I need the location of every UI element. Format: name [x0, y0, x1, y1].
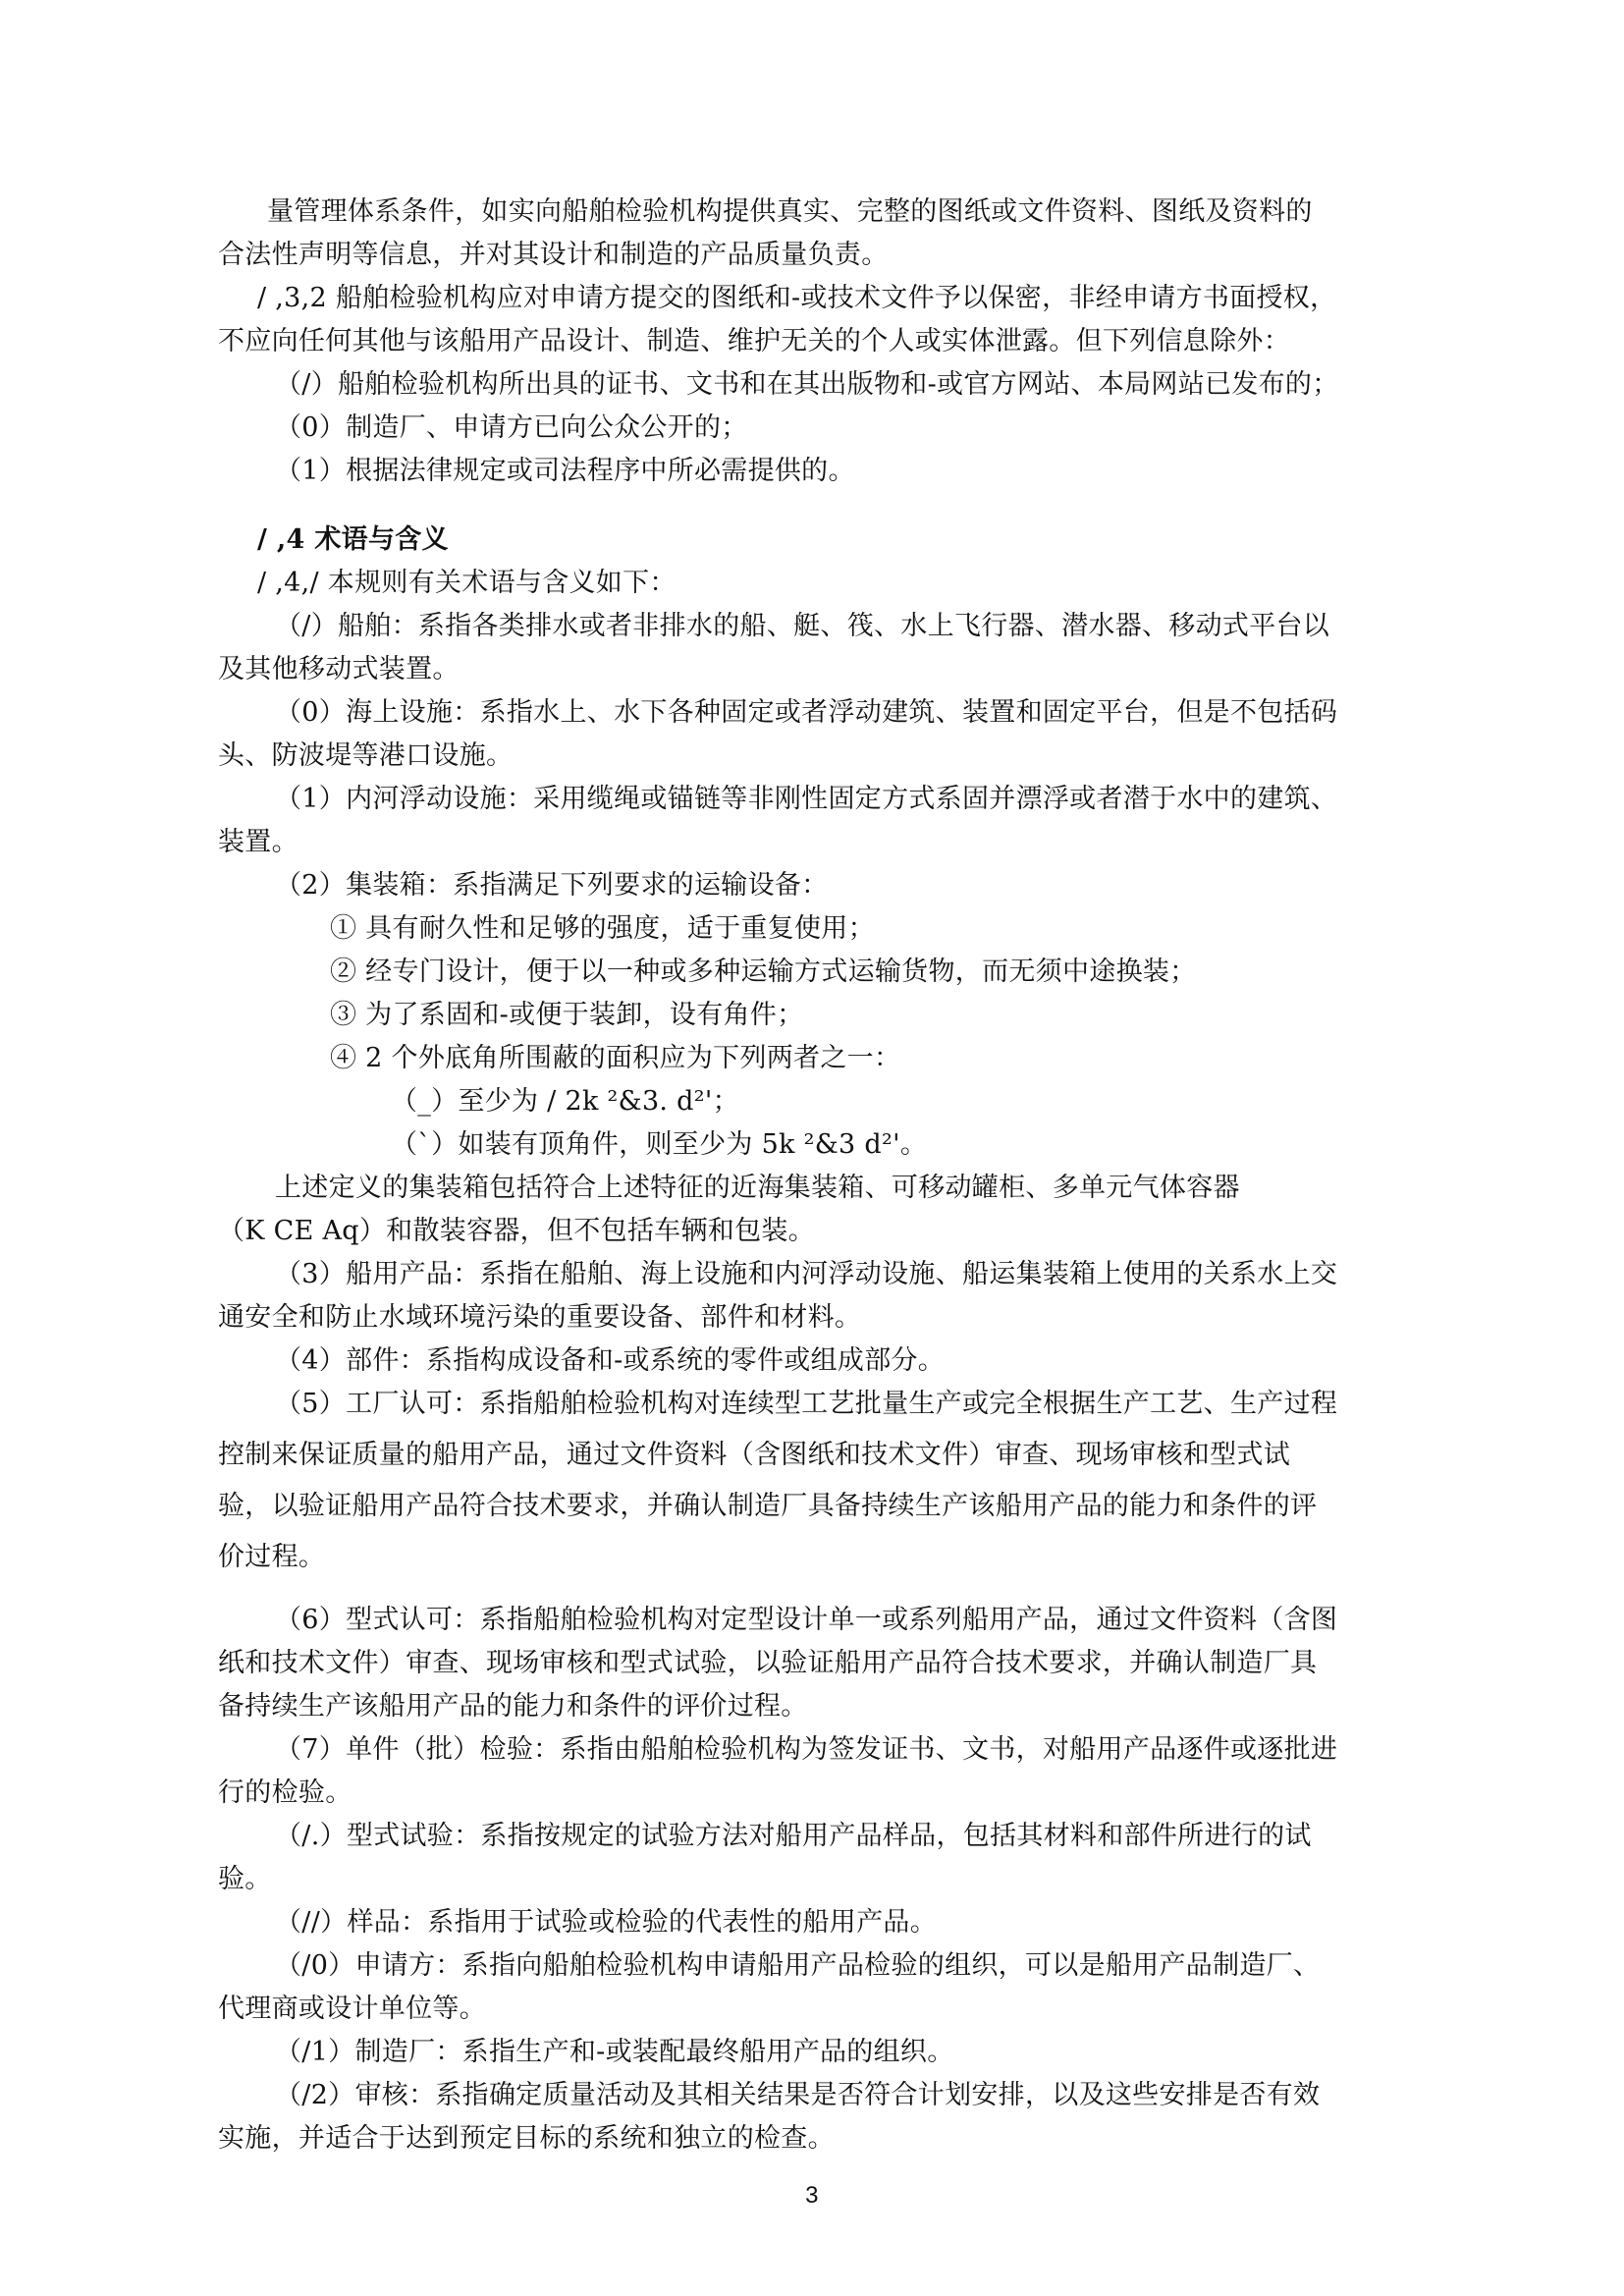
text-line: （0）制造厂、申请方已向公众公开的； — [275, 412, 748, 443]
text-line: （/0）申请方：系指向船舶检验机构申请船用产品检验的组织，可以是船用产品制造厂、 — [275, 1950, 1321, 1981]
text-line: （0）海上设施：系指水上、水下各种固定或者浮动建筑、装置和固定平台，但是不包括码 — [275, 697, 1338, 728]
text-line: 验。 — [218, 1864, 272, 1894]
text-line: （4）部件：系指构成设备和-或系统的零件或组成部分。 — [275, 1345, 946, 1376]
text-line: （/）船舶检验机构所出具的证书、文书和在其出版物和-或官方网站、本局网站已发布的； — [275, 369, 1339, 400]
text-line: / ,4,/ 本规则有关术语与含义如下： — [257, 568, 677, 598]
text-line: 装置。 — [218, 827, 298, 857]
text-line: / ,3,2 船舶检验机构应对申请方提交的图纸和-或技术文件予以保密，非经申请方书面授权， — [257, 283, 1337, 313]
text-line: 合法性声明等信息，并对其设计和制造的产品质量负责。 — [218, 240, 889, 270]
text-line: （/）船舶：系指各类排水或者非排水的船、艇、筏、水上飞行器、潜水器、移动式平台以 — [275, 611, 1330, 641]
text-line: 备持续生产该船用产品的能力和条件的评价过程。 — [218, 1691, 808, 1722]
text-line: 价过程。 — [218, 1542, 326, 1572]
text-line: （1）内河浮动设施：采用缆绳或锚链等非刚性固定方式系固并漂浮或者潜于水中的建筑、 — [275, 784, 1338, 814]
text-line: 控制来保证质量的船用产品，通过文件资料（含图纸和技术文件）审查、现场审核和型式试 — [218, 1440, 1290, 1470]
text-line: 实施，并适合于达到预定目标的系统和独立的检查。 — [218, 2123, 835, 2154]
text-line: 不应向任何其他与该船用产品设计、制造、维护无关的个人或实体泄露。但下列信息除外： — [218, 326, 1290, 356]
list-item: （`）如装有顶角件，则至少为 5k ²&3 d²'。 — [391, 1129, 928, 1160]
text-line: （K CE Aq）和散装容器，但不包括车辆和包装。 — [218, 1216, 815, 1246]
page-number: 3 — [805, 2182, 819, 2209]
text-line: 头、防波堤等港口设施。 — [218, 740, 514, 771]
list-item: ④ 2 个外底角所围蔽的面积应为下列两者之一： — [330, 1043, 901, 1073]
text-line: （7）单件（批）检验：系指由船舶检验机构为签发证书、文书，对船用产品逐件或逐批进 — [275, 1734, 1338, 1765]
list-item: （_）至少为 / 2k ²&3. d²'； — [391, 1086, 739, 1117]
text-line: （/.）型式试验：系指按规定的试验方法对船用产品样品，包括其材料和部件所进行的试 — [275, 1821, 1312, 1851]
text-line: （/2）审核：系指确定质量活动及其相关结果是否符合计划安排，以及这些安排是否有效 — [275, 2080, 1321, 2110]
text-line: （/1）制造厂：系指生产和-或装配最终船用产品的组织。 — [275, 2037, 954, 2067]
text-line: （2）集装箱：系指满足下列要求的运输设备： — [275, 870, 829, 901]
section-heading: / ,4 术语与含义 — [257, 524, 449, 555]
text-line: （3）船用产品：系指在船舶、海上设施和内河浮动设施、船运集装箱上使用的关系水上交 — [275, 1259, 1338, 1289]
text-line: 及其他移动式装置。 — [218, 654, 460, 684]
text-line: 代理商或设计单位等。 — [218, 1994, 486, 2024]
list-item: ① 具有耐久性和足够的强度，适于重复使用； — [330, 913, 875, 944]
text-line: 上述定义的集装箱包括符合上述特征的近海集装箱、可移动罐柜、多单元气体容器 — [275, 1173, 1240, 1203]
text-line: （6）型式认可：系指船舶检验机构对定型设计单一或系列船用产品，通过文件资料（含图 — [275, 1605, 1338, 1635]
text-line: （5）工厂认可：系指船舶检验机构对连续型工艺批量生产或完全根据生产工艺、生产过程 — [275, 1389, 1338, 1419]
text-line: 纸和技术文件）审查、现场审核和型式试验，以验证船用产品符合技术要求，并确认制造厂具 — [218, 1648, 1318, 1678]
text-line: 量管理体系条件，如实向船舶检验机构提供真实、完整的图纸或文件资料、图纸及资料的 — [267, 196, 1313, 227]
list-item: ③ 为了系固和-或便于装卸，设有角件； — [330, 1000, 804, 1030]
text-line: （//）样品：系指用于试验或检验的代表性的船用产品。 — [275, 1907, 937, 1938]
text-line: （1）根据法律规定或司法程序中所必需提供的。 — [275, 456, 855, 486]
text-line: 通安全和防止水域环境污染的重要设备、部件和材料。 — [218, 1302, 862, 1333]
text-line: 验，以验证船用产品符合技术要求，并确认制造厂具备持续生产该船用产品的能力和条件的评 — [218, 1491, 1318, 1521]
list-item: ② 经专门设计，便于以一种或多种运输方式运输货物，而无须中途换装； — [330, 957, 1197, 987]
text-line: 行的检验。 — [218, 1777, 352, 1808]
